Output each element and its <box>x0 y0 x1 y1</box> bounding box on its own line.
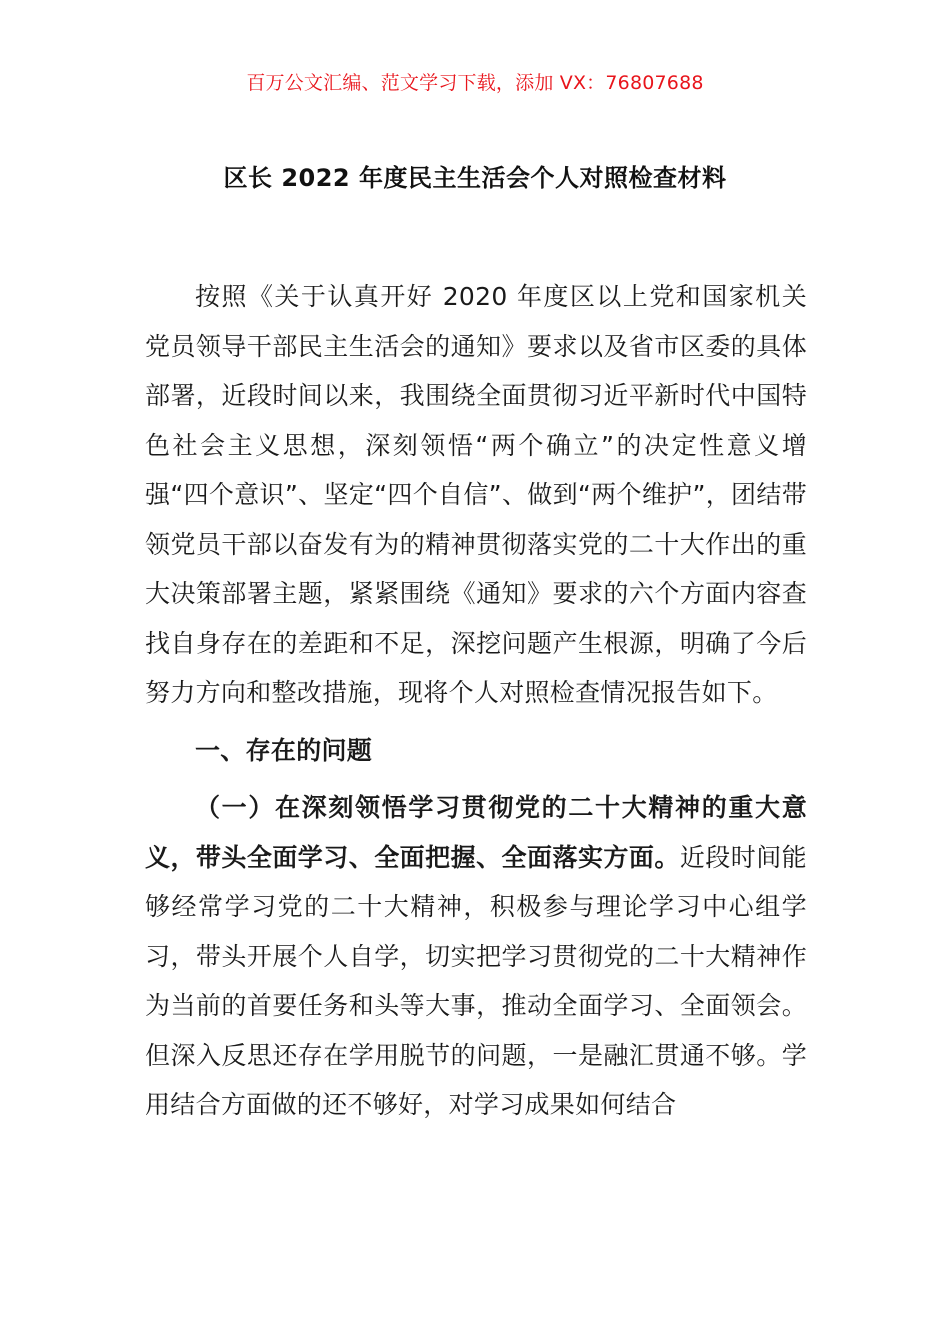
header-note: 百万公文汇编、范文学习下载，添加 VX：76807688 <box>246 72 704 94</box>
document-body <box>145 272 807 1130</box>
intro-paragraph: 按照《关于认真开好 2020 年度区以上党和国家机关党员领导干部民主生活会的通知》要求以及省市区委的具体部署，近段时间以来，我围绕全面贯彻习近平新时代中国特色社会主义思想，深刻领悟“两个确立”的决定性意义增强“四个意识”、坚定“四个自信”、做到“两个维护”，团结带领党员干部以奋发有为的精神贯彻落实党的二十大作出的重大决策部署主题，紧紧围绕《通知》要求的六个方面内容查找自身存在的差距和不足，深挖问题产生根源，明确了今后努力方向和整改措施，现将个人对照检查情况报告如下。 <box>145 282 807 707</box>
section-heading: 一、存在的问题 <box>195 735 373 765</box>
subsection-body: 近段时间能够经常学习党的二十大精神，积极参与理论学习中心组学习，带头开展个人自学，切实把学习贯彻党的二十大精神作为当前的首要任务和头等大事，推动全面学习、全面领会。但深入反思还存在学用脱节的问题，一是融汇贯通不够。学用结合方面做的还不够好，对学习成果如何结合 <box>145 842 807 1119</box>
subsection-heading: （一）在深刻领悟学习贯彻党的二十大精神的重大意义，带头全面学习、全面把握、全面落实方面。 <box>145 793 807 872</box>
document-title: 区长 2022 年度民主生活会个人对照检查材料 <box>223 164 727 192</box>
subsection-paragraph <box>145 783 807 1130</box>
